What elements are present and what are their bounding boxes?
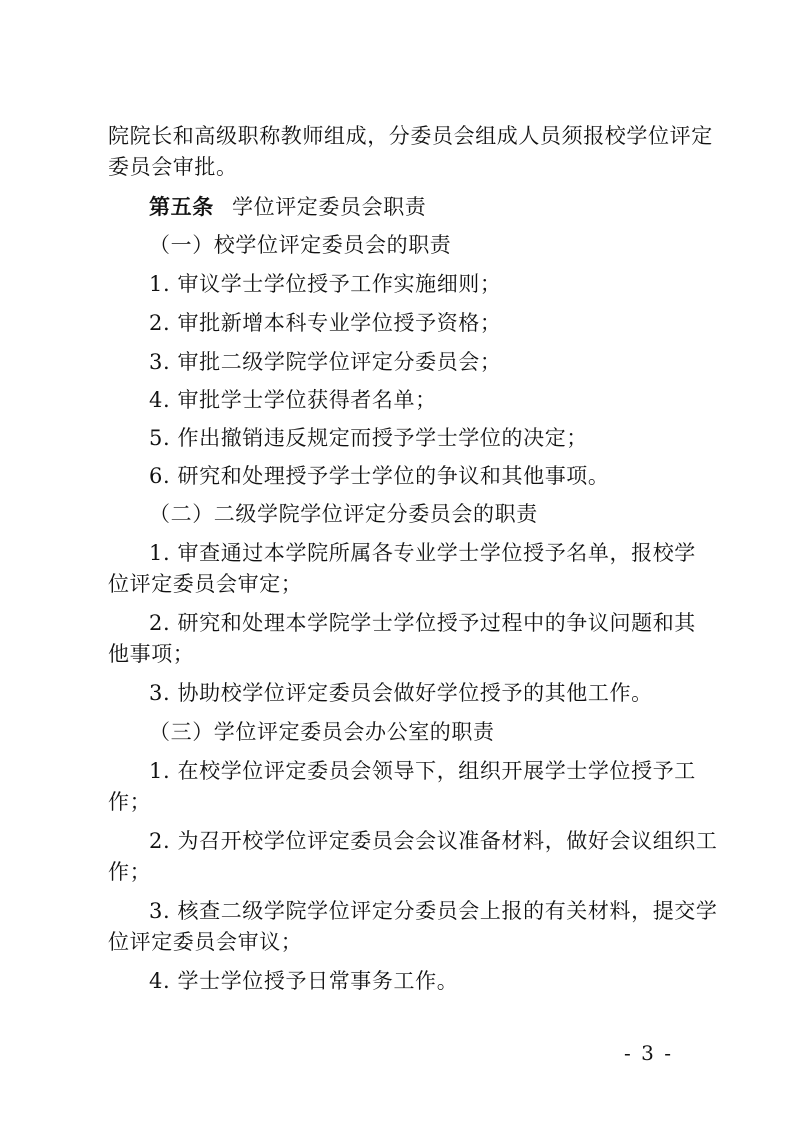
list-item: 1. 在校学位评定委员会领导下，组织开展学士学位授予工 <box>149 759 696 783</box>
list-item: 1. 审议学士学位授予工作实施细则； <box>149 272 502 296</box>
section-heading: （一）校学位评定委员会的职责 <box>149 233 452 257</box>
list-item-continuation: 位评定委员会审定； <box>108 572 303 596</box>
list-item-continuation: 位评定委员会审议； <box>108 930 303 954</box>
list-item: 1. 审查通过本学院所属各专业学士学位授予名单，报校学 <box>149 541 696 565</box>
list-item-continuation: 作； <box>108 790 152 814</box>
list-item: 2. 研究和处理本学院学士学位授予过程中的争议问题和其 <box>149 611 696 635</box>
list-item: 3. 核查二级学院学位评定分委员会上报的有关材料，提交学 <box>149 899 718 923</box>
list-item: 5. 作出撤销违反规定而授予学士学位的决定； <box>149 426 588 450</box>
article-heading: 第五条 <box>149 194 214 219</box>
list-item: 4. 学士学位授予日常事务工作。 <box>149 969 459 993</box>
list-item: 3. 协助校学位评定委员会做好学位授予的其他工作。 <box>149 681 653 705</box>
article-title: 学位评定委员会职责 <box>232 195 427 219</box>
list-item: 3. 审批二级学院学位评定分委员会； <box>149 350 502 374</box>
list-item: 2. 为召开校学位评定委员会会议准备材料，做好会议组织工 <box>149 829 718 853</box>
page-number: - 3 - <box>624 1041 673 1065</box>
list-item-continuation: 作； <box>108 860 152 884</box>
list-item: 6. 研究和处理授予学士学位的争议和其他事项。 <box>149 464 610 488</box>
section-heading: （三）学位评定委员会办公室的职责 <box>149 720 495 744</box>
section-heading: （二）二级学院学位评定分委员会的职责 <box>149 502 538 526</box>
paragraph-line: 委员会审批。 <box>108 155 238 179</box>
list-item: 4. 审批学士学位获得者名单； <box>149 388 437 412</box>
list-item-continuation: 他事项； <box>108 642 195 666</box>
list-item: 2. 审批新增本科专业学位授予资格； <box>149 311 502 335</box>
paragraph-line: 院院长和高级职称教师组成，分委员会组成人员须报校学位评定 <box>108 124 713 148</box>
